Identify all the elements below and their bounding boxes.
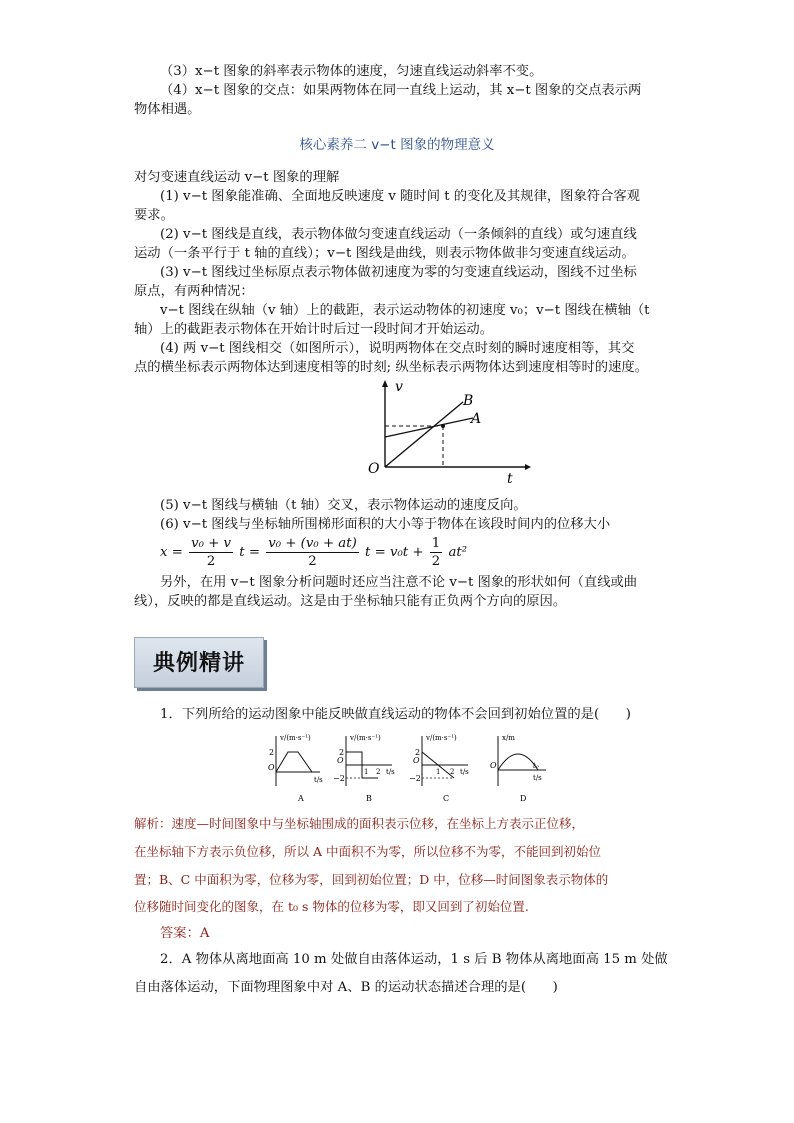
- vt-item-1: (1) v−t 图象能准确、全面地反映速度 v 随时间 t 的变化及其规律，图象符合客观: [160, 189, 640, 204]
- fraction-3-denominator: 2: [431, 554, 441, 569]
- graph-b-caption: B: [366, 794, 372, 803]
- graph-b-xlabel: t/s: [386, 768, 395, 776]
- displacement-formula: [160, 535, 467, 570]
- xt-item-4-cont: 物体相遇。: [134, 102, 201, 117]
- graph-d-caption: D: [520, 794, 527, 803]
- graph-a-tick: 2: [269, 748, 275, 757]
- vt-heading: 对匀变速直线运动 v−t 图象的理解: [134, 170, 340, 185]
- graph-b-origin: O: [337, 756, 344, 765]
- xt-item-3: （3）x−t 图象的斜率表示物体的速度，匀速直线运动斜率不变。: [160, 64, 543, 79]
- q1-graphs: [250, 730, 550, 810]
- analysis-line-1: 解析：速度—时间图象中与坐标轴围成的面积表示位移，在坐标上方表示正位移，: [134, 816, 585, 831]
- graph-a-ylabel: v/(m·s⁻¹): [280, 734, 311, 742]
- fraction-2-numerator: v₀ + (v₀ + at): [268, 536, 357, 551]
- graph-c-xlabel: t/s: [460, 768, 469, 776]
- t-axis-arrow: [525, 464, 531, 470]
- v-label: v: [395, 379, 403, 395]
- vt-item-3: (3) v−t 图线过坐标原点表示物体做初速度为零的匀变速直线运动，图线不过坐标: [160, 265, 637, 280]
- vt-extra-cont: 线），反映的都是直线运动。这是由于坐标轴只能有正负两个方向的原因。: [134, 594, 567, 609]
- fraction-1: [189, 535, 233, 570]
- graph-b-tick: 2: [339, 748, 345, 757]
- graph-d-curve: [498, 754, 538, 770]
- vt-item-2-cont: 运动（一条平行于 t 轴的直线）；v−t 图线是曲线，则表示物体做非匀变速直线运动。: [134, 246, 635, 261]
- graph-c-ylabel: v/(m·s⁻¹): [426, 734, 457, 742]
- graph-c-caption: C: [443, 794, 450, 803]
- b-label: B: [463, 393, 474, 409]
- graph-b: [333, 734, 395, 803]
- vt-item-3-detail: v−t 图线在纵轴（v 轴）上的截距，表示运动物体的初速度 v₀；v−t 图线在横轴（t: [160, 303, 650, 318]
- fraction-3-numerator: 1: [431, 536, 441, 551]
- analysis-line-4: 位移随时间变化的图象，在 t₀ s 物体的位移为零，即又回到了初始位置.: [134, 899, 529, 914]
- vt-item-3-cont: 原点，有两种情况：: [134, 284, 254, 299]
- answer: 答案：A: [160, 926, 210, 941]
- graph-c-tick2: 2: [450, 768, 455, 776]
- vt-intersection-figure: [365, 375, 535, 487]
- vt-item-4: (4) 两 v−t 图线相交（如图所示），说明两物体在交点时刻的瞬时速度相等，其交: [160, 341, 635, 356]
- graph-b-tick1: 1: [364, 768, 369, 776]
- graph-d-ylabel: x/m: [502, 734, 515, 742]
- xt-item-4: （4）x−t 图象的交点：如果两物体在同一直线上运动，其 x−t 图象的交点表示两: [160, 83, 642, 98]
- graph-b-tick-neg: −2: [333, 774, 345, 783]
- intersection-point: [441, 424, 445, 428]
- vt-item-6: (6) v−t 图线与坐标轴所围梯形面积的大小等于物体在该段时间内的位移大小: [160, 517, 611, 532]
- graph-d: [490, 734, 546, 803]
- graph-d-t0: t₀: [533, 762, 539, 770]
- v-axis-arrow: [382, 380, 388, 387]
- graph-b-tick2: 2: [376, 768, 381, 776]
- line-a: [385, 418, 473, 437]
- formula-t2: t = v₀t +: [365, 545, 424, 560]
- fraction-3: [430, 535, 442, 570]
- graph-c-tick1: 1: [436, 768, 441, 776]
- graph-a-xlabel: t/s: [314, 776, 323, 784]
- graph-a-curve: [276, 752, 312, 772]
- fraction-2-denominator: 2: [308, 554, 317, 569]
- graph-c: [409, 734, 469, 803]
- a-label: A: [471, 411, 482, 427]
- fraction-1-numerator: v₀ + v: [191, 536, 232, 551]
- vt-item-1-cont: 要求。: [134, 208, 174, 223]
- graph-a-origin: O: [268, 763, 275, 772]
- graph-a-caption: A: [298, 794, 304, 803]
- formula-t1: t =: [239, 545, 261, 560]
- graph-c-origin: O: [413, 756, 420, 765]
- formula-lhs: x =: [160, 545, 183, 560]
- graph-d-origin: O: [490, 761, 497, 770]
- origin-label: O: [368, 461, 380, 477]
- vt-extra: 另外，在用 v−t 图象分析问题时还应当注意不论 v−t 图象的形状如何（直线或曲: [160, 575, 638, 590]
- graph-b-ylabel: v/(m·s⁻¹): [350, 734, 381, 742]
- vt-item-5: (5) v−t 图线与横轴（t 轴）交叉，表示物体运动的速度反向。: [160, 498, 527, 513]
- question-2: 2．A 物体从离地面高 10 m 处做自由落体运动，1 s 后 B 物体从离地面高 15 m 处做: [160, 952, 668, 967]
- vt-item-4-cont: 点的横坐标表示两物体达到速度相等的时刻; 纵坐标表示两物体达到速度相等时的速度。: [134, 360, 648, 375]
- question-1: 1．下列所给的运动图象中能反映做直线运动的物体不会回到初始位置的是( ): [160, 707, 631, 722]
- t-label: t: [507, 471, 513, 487]
- examples-banner: [134, 637, 264, 688]
- graph-c-tick: 2: [415, 748, 421, 757]
- formula-tail: at²: [448, 545, 468, 560]
- examples-banner-label: 典例精讲: [152, 651, 245, 676]
- analysis-line-3: 置；B、C 中面积为零，位移为零，回到初始位置；D 中，位移—时间图象表示物体的: [134, 872, 609, 887]
- graph-d-xlabel: t/s: [533, 774, 542, 782]
- fraction-1-denominator: 2: [206, 554, 216, 569]
- analysis-line-2: 在坐标轴下方表示负位移，所以 A 中面积不为零，所以位移不为零，不能回到初始位: [134, 844, 601, 859]
- graph-c-tick-neg: −2: [409, 774, 421, 783]
- question-2-cont: 自由落体运动，下面物理图象中对 A、B 的运动状态描述合理的是( ): [134, 980, 558, 995]
- vt-item-2: (2) v−t 图线是直线，表示物体做匀变速直线运动（一条倾斜的直线）或匀速直线: [160, 227, 637, 242]
- section-title: 核心素养二 v−t 图象的物理意义: [299, 137, 495, 153]
- vt-item-3-detail-cont: 轴）上的截距表示物体在开始计时后过一段时间才开始运动。: [134, 322, 494, 337]
- fraction-2: [266, 535, 359, 570]
- graph-a: [268, 734, 323, 803]
